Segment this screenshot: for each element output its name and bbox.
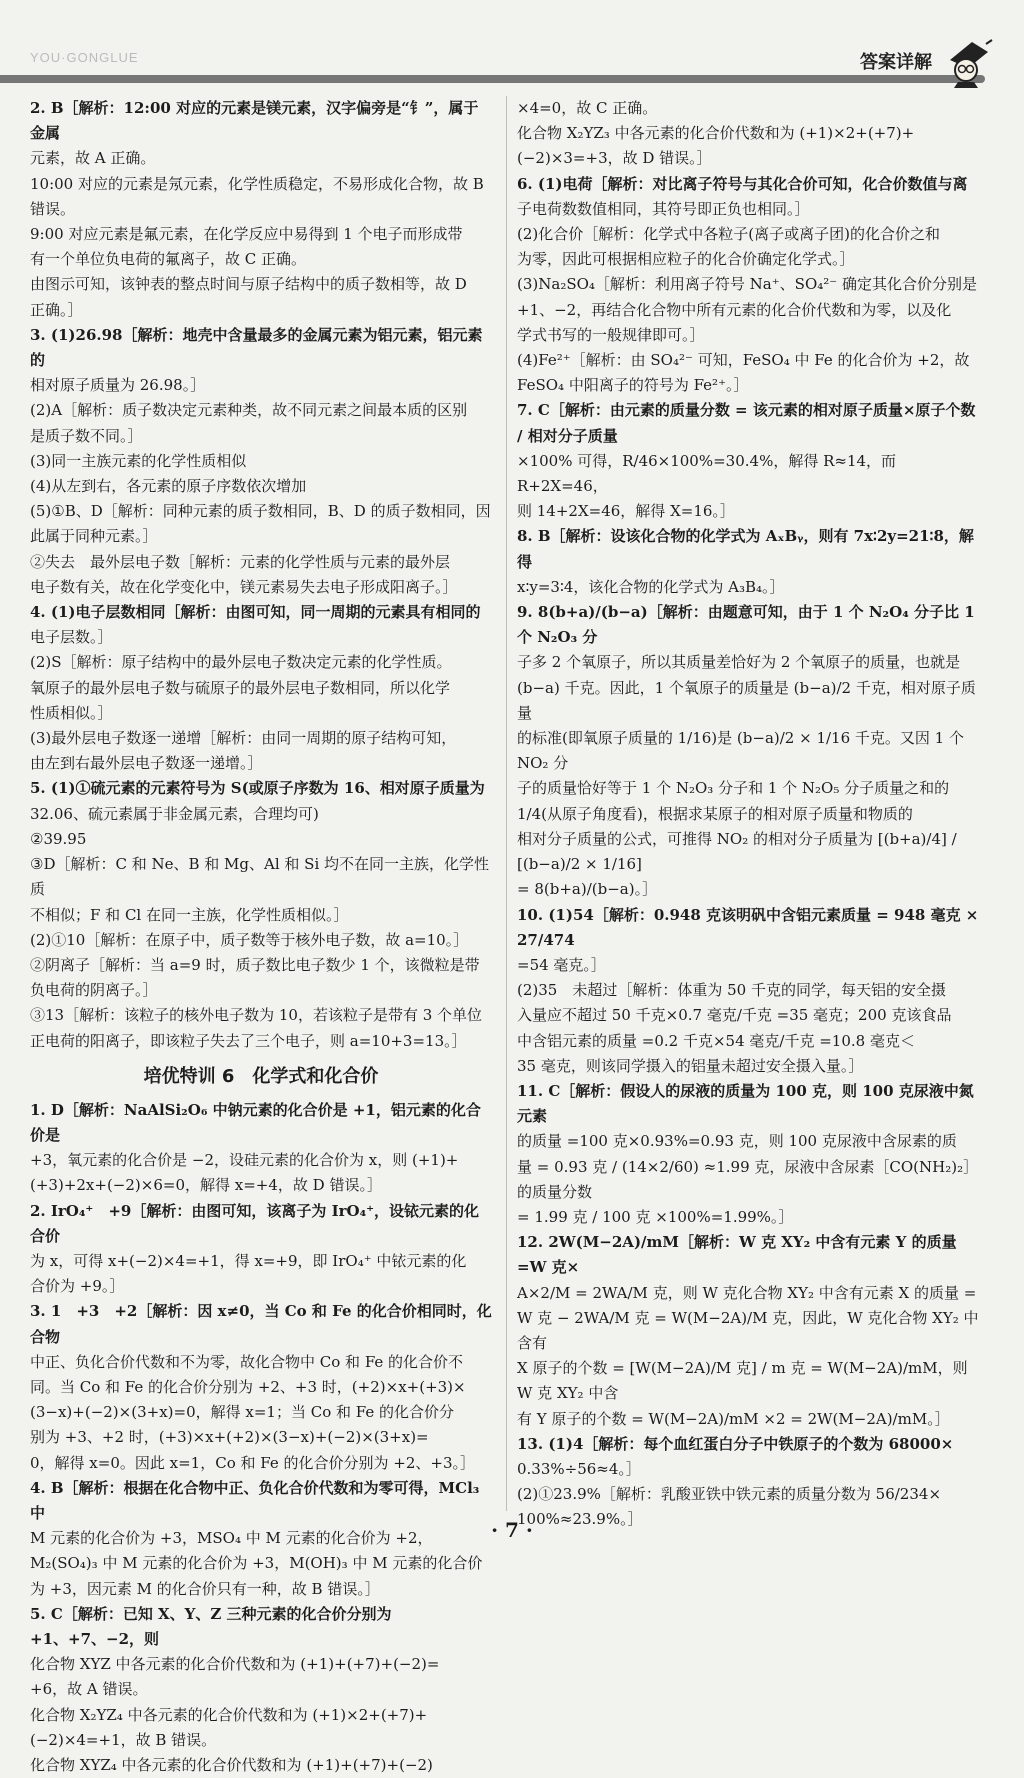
answer-line: (3−x)+(−2)×(3+x)=0，解得 x=1；当 Co 和 Fe 的化合价分 bbox=[30, 1403, 455, 1422]
answer-line: 由图示可知，该钟表的整点时间与原子结构中的质子数相等，故 D bbox=[30, 275, 467, 294]
answer-line: 为 x，可得 x+(−2)×4=+1，得 x=+9，即 IrO₄⁺ 中铱元素的化 bbox=[30, 1251, 467, 1270]
answer-line: (2)35 未超过［解析：体重为 50 千克的同学，每天铝的安全摄 bbox=[517, 981, 946, 1000]
answer-line: 不相似；F 和 Cl 在同一主族，化学性质相似。］ bbox=[30, 905, 349, 924]
answer-line: (2)A［解析：质子数决定元素种类，故不同元素之间最本质的区别 bbox=[30, 401, 468, 420]
answer-line: 学式书写的一般规律即可。］ bbox=[517, 325, 705, 344]
answer-line: 0.33%÷56≈4。］ bbox=[517, 1459, 641, 1478]
answer-line: 中正、负化合价代数和不为零，故化合物中 Co 和 Fe 的化合价不 bbox=[30, 1352, 464, 1371]
answer-line: ②阴离子［解析：当 a=9 时，质子数比电子数少 1 个，该微粒是带 bbox=[30, 955, 480, 974]
answer-line: = 8(b+a)/(b−a)。］ bbox=[517, 880, 658, 899]
answer-line: 10. (1)54［解析：0.948 克该明矾中含铝元素质量 = 948 毫克 × 27/474 bbox=[517, 905, 984, 949]
right-column bbox=[517, 96, 983, 1533]
answer-line: 同。当 Co 和 Fe 的化合价分别为 +2、+3 时，(+2)×x+(+3)× bbox=[30, 1377, 466, 1396]
answer-line: +3，氧元素的化合价是 −2，设硅元素的化合价为 x，则 (+1)+ bbox=[30, 1151, 459, 1170]
answer-line: 子电荷数数值相同，其符号即正负也相同。］ bbox=[517, 199, 810, 218]
answer-line: (b−a) 千克。因此，1 个氧原子的质量是 (b−a)/2 千克，相对原子质量 bbox=[517, 678, 976, 722]
answer-line: (3)Na₂SO₄［解析：利用离子符号 Na⁺、SO₄²⁻ 确定其化合价分别是 bbox=[517, 275, 977, 294]
answer-line: 化合物 XYZ 中各元素的化合价代数和为 (+1)+(+7)+(−2)= bbox=[30, 1655, 440, 1674]
answer-line: 正电荷的阳离子，即该粒子失去了三个电子，则 a=10+3=13。］ bbox=[30, 1031, 467, 1050]
answer-line: x∶y=3∶4，该化合物的化学式为 A₃B₄。］ bbox=[517, 577, 785, 596]
answer-line: 别为 +3、+2 时，(+3)×x+(+2)×(3−x)+(−2)×(3+x)= bbox=[30, 1428, 429, 1447]
answer-line: 8. B［解析：设该化合物的化学式为 AₓBᵧ，则有 7x∶2y=21∶8，解得 bbox=[517, 527, 974, 571]
answer-line: ③D［解析：C 和 Ne、B 和 Mg、Al 和 Si 均不在同一主族，化学性质 bbox=[30, 855, 490, 899]
answer-line: = 1.99 克 / 100 克 ×100%=1.99%。］ bbox=[517, 1207, 794, 1226]
answer-line: A×2/M = 2WA/M 克，则 W 克化合物 XY₂ 中含有元素 X 的质量 = bbox=[517, 1283, 977, 1302]
answer-line: =54 毫克。］ bbox=[517, 955, 606, 974]
answer-line: (−2)×3=+3，故 D 错误。］ bbox=[517, 149, 712, 168]
answer-line: (4)Fe²⁺［解析：由 SO₄²⁻ 可知，FeSO₄ 中 Fe 的化合价为 +2，故 bbox=[517, 351, 970, 370]
answer-line: 的质量 =100 克×0.93%=0.93 克，则 100 克尿液中含尿素的质 bbox=[517, 1132, 957, 1151]
answer-line: 9:00 对应元素是氟元素，在化学反应中易得到 1 个电子而形成带 bbox=[30, 225, 463, 244]
answer-line: 6. (1)电荷［解析：对比离子符号与其化合价可知，化合价数值与离 bbox=[517, 174, 968, 193]
answer-line: 3. (1)26.98［解析：地壳中含量最多的金属元素为铝元素，铝元素的 bbox=[30, 325, 483, 370]
answer-line: 4. (1)电子层数相同［解析：由图可知，同一周期的元素具有相同的 bbox=[30, 603, 481, 622]
answer-line: 11. C［解析：假设人的尿液的质量为 100 克，则 100 克尿液中氮元素 bbox=[517, 1081, 974, 1126]
answer-line: 32.06、硫元素属于非金属元素，合理均可) bbox=[30, 804, 319, 823]
left-answers-part1 bbox=[30, 96, 492, 1054]
answer-line: 电子数有关，故在化学变化中，镁元素易失去电子形成阳离子。］ bbox=[30, 577, 458, 596]
answer-line: ③13［解析：该粒子的核外电子数为 10，若该粒子是带有 3 个单位 bbox=[30, 1006, 483, 1025]
answer-line: 由左到右最外层电子数逐一递增。］ bbox=[30, 754, 263, 773]
answer-line: (2)化合价［解析：化学式中各粒子(离子或离子团)的化合价之和 bbox=[517, 225, 940, 244]
mascot-icon bbox=[942, 38, 994, 88]
answer-line: 此属于同种元素。］ bbox=[30, 527, 158, 546]
answer-line: (3)同一主族元素的化学性质相似 bbox=[30, 451, 247, 470]
answer-line: 为 +3，因元素 M 的化合价只有一种，故 B 错误。］ bbox=[30, 1579, 380, 1598]
page-header bbox=[0, 0, 1024, 92]
answer-line: 子的质量恰好等于 1 个 N₂O₃ 分子和 1 个 N₂O₅ 分子质量之和的 bbox=[517, 779, 950, 798]
answer-line: (2)S［解析：原子结构中的最外层电子数决定元素的化学性质。 bbox=[30, 653, 452, 672]
answer-line: X 原子的个数 = [W(M−2A)/M 克] / m 克 = W(M−2A)/mM，则 W 克 XY₂ 中含 bbox=[517, 1359, 973, 1403]
answer-line: 35 毫克，则该同学摄入的铝量未超过安全摄入量。］ bbox=[517, 1056, 864, 1075]
answer-line: 4. B［解析：根据在化合物中正、负化合价代数和为零可得，MCl₃ 中 bbox=[30, 1478, 485, 1522]
answer-line: 10:00 对应的元素是氖元素，化学性质稳定，不易形成化合物，故 B bbox=[30, 174, 484, 193]
answer-line: W 克 − 2WA/M 克 = W(M−2A)/M 克，因此，W 克化合物 XY₂ 中含有 bbox=[517, 1308, 979, 1352]
answer-line: 相对原子质量为 26.98。］ bbox=[30, 376, 206, 395]
answer-line: 则 14+2X=46，解得 X=16。］ bbox=[517, 502, 735, 521]
answer-line: 合价为 +9。］ bbox=[30, 1277, 125, 1296]
answer-line: (3)最外层电子数逐一递增［解析：由同一周期的原子结构可知， bbox=[30, 729, 457, 748]
answer-line: 5. (1)①硫元素的元素符号为 S(或原子序数为 16、相对原子质量为 bbox=[30, 779, 485, 798]
answer-line: 13. (1)4［解析：每个血红蛋白分子中铁原子的个数为 68000× bbox=[517, 1434, 954, 1453]
right-answers bbox=[517, 96, 983, 1533]
answer-line: 5. C［解析：已知 X、Y、Z 三种元素的化合价分别为 +1、+7、−2，则 bbox=[30, 1604, 397, 1648]
answer-line: ②39.95 bbox=[30, 829, 87, 848]
answer-line: 12. 2W(M−2A)/mM［解析：W 克 XY₂ 中含有元素 Y 的质量 =W 克× bbox=[517, 1233, 962, 1277]
answer-line: 入量应不超过 50 千克×0.7 毫克/千克 =35 毫克；200 克该食品 bbox=[517, 1006, 952, 1025]
header-title: 答案详解 bbox=[860, 52, 932, 73]
answer-line: 性质相似。］ bbox=[30, 703, 113, 722]
answer-line: (4)从左到右，各元素的原子序数依次增加 bbox=[30, 477, 307, 496]
answer-line: 化合物 XYZ₄ 中各元素的化合价代数和为 (+1)+(+7)+(−2) bbox=[30, 1756, 433, 1774]
answer-line: 氧原子的最外层电子数与硫原子的最外层电子数相同，所以化学 bbox=[30, 678, 451, 697]
answer-line: 电子层数。］ bbox=[30, 628, 113, 647]
answer-line: 的标准(即氧原子质量的 1/16)是 (b−a)/2 × 1/16 千克。又因 1 个 NO₂ 分 bbox=[517, 729, 969, 773]
answer-line: +6，故 A 错误。 bbox=[30, 1680, 148, 1699]
answer-line: (5)①B、D［解析：同种元素的质子数相同，B、D 的质子数相同，因 bbox=[30, 502, 491, 521]
answer-line: ×100% 可得，R/46×100%=30.4%，解得 R≈14，而 R+2X=46， bbox=[517, 451, 901, 496]
answer-line: 元素，故 A 正确。 bbox=[30, 149, 156, 168]
section-title: 培优特训 6 化学式和化合价 bbox=[143, 1065, 379, 1087]
answer-line: 化合物 X₂YZ₃ 中各元素的化合价代数和为 (+1)×2+(+7)+ bbox=[517, 124, 915, 143]
answer-line: 为零，因此可根据相应粒子的化合价确定化学式。］ bbox=[517, 250, 855, 269]
answer-line: 化合物 X₂YZ₄ 中各元素的化合价代数和为 (+1)×2+(+7)+ bbox=[30, 1705, 428, 1724]
answer-line: 2. B［解析：12:00 对应的元素是镁元素，汉字偏旁是“钅”，属于金属 bbox=[30, 99, 479, 143]
answer-line: 2. IrO₄⁺ +9［解析：由图可知，该离子为 IrO₄⁺，设铱元素的化合价 bbox=[30, 1201, 480, 1245]
answer-line: 100%≈23.9%。］ bbox=[517, 1510, 643, 1529]
answer-line: 1/4(从原子角度看)，根据求某原子的相对原子质量和物质的 bbox=[517, 804, 913, 823]
answer-line: ×4=0，故 C 正确。 bbox=[517, 99, 658, 117]
answer-line: 是质子数不同。］ bbox=[30, 426, 143, 445]
answer-line: 1. D［解析：NaAlSi₂O₆ 中钠元素的化合价是 +1，铝元素的化合价是 bbox=[30, 1100, 481, 1144]
answer-line: 子多 2 个氧原子，所以其质量差恰好为 2 个氧原子的质量，也就是 bbox=[517, 653, 961, 672]
answer-line: 错误。 bbox=[30, 199, 76, 218]
answer-line: M₂(SO₄)₃ 中 M 元素的化合价为 +3，M(OH)₃ 中 M 元素的化合价 bbox=[30, 1554, 483, 1573]
answer-line: 中含铝元素的质量 =0.2 千克×54 毫克/千克 =10.8 毫克＜ bbox=[517, 1031, 915, 1050]
answer-line: 有 Y 原子的个数 = W(M−2A)/mM ×2 = 2W(M−2A)/mM。］ bbox=[517, 1409, 950, 1428]
answer-line: FeSO₄ 中阳离子的符号为 Fe²⁺。］ bbox=[517, 376, 749, 395]
answer-line: 正确。］ bbox=[30, 300, 83, 319]
answer-line: (+3)+2x+(−2)×6=0，解得 x=+4，故 D 错误。］ bbox=[30, 1176, 382, 1195]
answer-line: (2)①23.9%［解析：乳酸亚铁中铁元素的质量分数为 56/234× bbox=[517, 1485, 942, 1504]
page-number: · 7 · bbox=[491, 1518, 533, 1542]
answer-line: +1、−2，再结合化合物中所有元素的化合价代数和为零，以及化 bbox=[517, 300, 952, 319]
answer-line: 3. 1 +3 +2［解析：因 x≠0，当 Co 和 Fe 的化合价相同时，化合物 bbox=[30, 1302, 492, 1346]
answer-line: 0，解得 x=0。因此 x=1，Co 和 Fe 的化合价分别为 +2、+3。］ bbox=[30, 1453, 475, 1472]
answer-line: (2)①10［解析：在原子中，质子数等于核外电子数，故 a=10。］ bbox=[30, 930, 469, 949]
brand-text: YOU·GONGLUE bbox=[30, 50, 139, 65]
left-answers-part2 bbox=[30, 1098, 492, 1778]
answer-line: 量 = 0.93 克 / (14×2/60) ≈1.99 克，尿液中含尿素［CO(NH₂)₂］的质量分数 bbox=[517, 1157, 979, 1201]
column-divider bbox=[506, 96, 507, 1511]
answer-line: ②失去 最外层电子数［解析：元素的化学性质与元素的最外层 bbox=[30, 552, 451, 571]
answer-line: 7. C［解析：由元素的质量分数 = 该元素的相对原子质量×原子个数 / 相对分子质量 bbox=[517, 401, 981, 445]
answer-line: 负电荷的阴离子。］ bbox=[30, 981, 158, 1000]
answer-line: (−2)×4=+1，故 B 错误。 bbox=[30, 1730, 217, 1749]
answer-line: 有一个单位负电荷的氟离子，故 C 正确。 bbox=[30, 250, 307, 269]
answer-line: 9. 8(b+a)/(b−a)［解析：由题意可知，由于 1 个 N₂O₄ 分子比 1 个 N₂O₃ 分 bbox=[517, 603, 980, 647]
answer-line: 相对分子质量的公式，可推得 NO₂ 的相对分子质量为 [(b+a)/4] / [(b−a)/2 × 1/16] bbox=[517, 829, 962, 874]
answer-line: M 元素的化合价为 +3，MSO₄ 中 M 元素的化合价为 +2， bbox=[30, 1529, 433, 1548]
header-rule bbox=[0, 75, 985, 83]
